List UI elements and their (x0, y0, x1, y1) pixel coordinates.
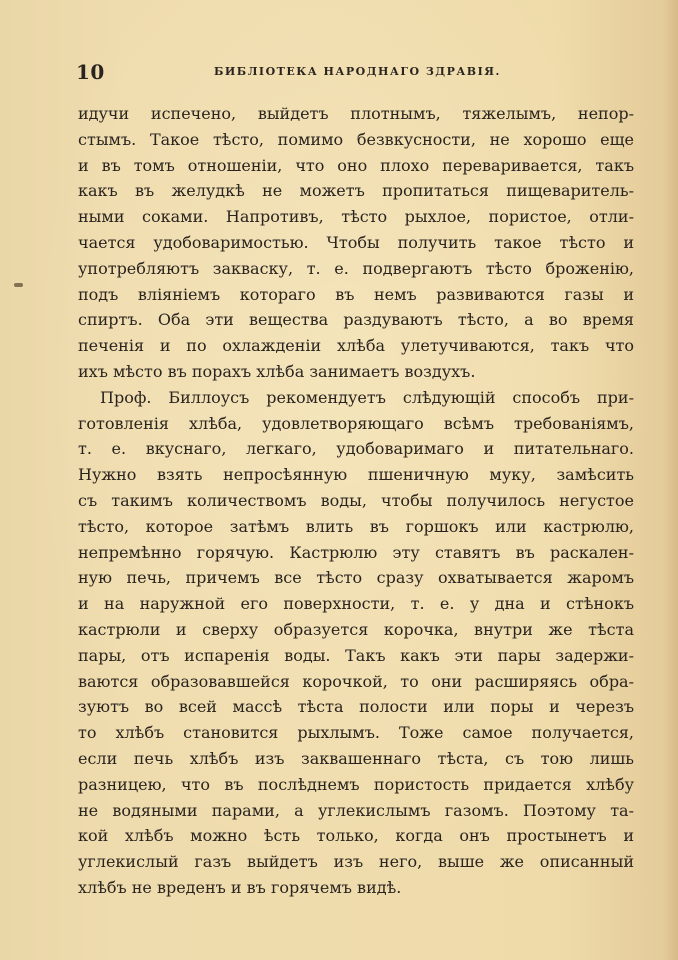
text-line: чается удобоваримостью. Чтобы получить такое тѣсто и (78, 232, 634, 252)
text-line: непремѣнно горячую. Кастрюлю эту ставятъ въ раскален- (78, 542, 634, 562)
text-line: ваются образовавшейся корочкой, то они расширяясь обра- (78, 671, 634, 691)
text-line: если печь хлѣбъ изъ заквашеннаго тѣста, съ тою лишь (78, 748, 634, 768)
text-line: тѣсто, которое затѣмъ влить въ горшокъ или кастрюлю, (78, 516, 634, 536)
page-header (76, 60, 636, 84)
text-line: и въ томъ отношенiи, что оно плохо переваривается, такъ (78, 155, 634, 175)
text-line: кастрюли и сверху образуется корочка, внутри же тѣста (78, 619, 634, 639)
text-line: подъ влiянiемъ котораго въ немъ развиваются газы и (78, 284, 634, 304)
text-line: т. е. вкуснаго, легкаго, удобоваримаго и питательнаго. (78, 439, 634, 459)
paragraph-start-line: Проф. Биллоусъ рекомендуетъ слѣдующiй способъ при- (100, 387, 634, 407)
page-body-text (78, 101, 634, 901)
text-line: ными соками. Напротивъ, тѣсто рыхлое, пористое, отли- (78, 207, 634, 227)
text-line: кой хлѣбъ можно ѣсть только, когда онъ простынетъ и (78, 826, 634, 846)
text-line: разницею, что въ послѣднемъ пористость придается хлѣбу (78, 774, 634, 794)
text-line: и на наружной его поверхности, т. е. у дна и стѣнокъ (78, 594, 634, 614)
running-title: БИБЛIОТЕКА НАРОДНАГО ЗДРАВIЯ. (214, 65, 501, 78)
page-number: 10 (76, 60, 105, 84)
text-line: какъ въ желудкѣ не можетъ пропитаться пищеваритель- (78, 181, 634, 201)
text-line: Нужно взять непросѣянную пшеничную муку, замѣсить (78, 465, 634, 485)
text-line: зуютъ во всей массѣ тѣста полости или поры и черезъ (78, 697, 634, 717)
page-edge-shadow (664, 0, 678, 960)
text-line: стымъ. Такое тѣсто, помимо безвкусности, не хорошо еще (78, 129, 634, 149)
text-line: съ такимъ количествомъ воды, чтобы получилось негустое (78, 490, 634, 510)
text-line: хлѣбъ не вреденъ и въ горячемъ видѣ. (78, 877, 402, 897)
text-line: готовленiя хлѣба, удовлетворяющаго всѣмъ требованiямъ, (78, 413, 634, 433)
text-line: спиртъ. Оба эти вещества раздуваютъ тѣсто, а во время (78, 310, 634, 330)
text-line: пары, отъ испаренiя воды. Такъ какъ эти пары задержи- (78, 645, 634, 665)
text-line: ихъ мѣсто въ порахъ хлѣба занимаетъ воздухъ. (78, 361, 476, 381)
text-line: употребляютъ закваску, т. е. подвергаютъ тѣсто броженiю, (78, 258, 634, 278)
text-line: идучи испечено, выйдетъ плотнымъ, тяжелымъ, непор- (78, 104, 634, 123)
text-line: не водяными парами, а углекислымъ газомъ. Поэтому та- (78, 800, 634, 820)
text-line: углекислый газъ выйдетъ изъ него, выше же описанный (78, 852, 634, 872)
text-line: печенiя и по охлажденiи хлѣба улетучиваются, такъ что (78, 336, 634, 356)
ink-speck (14, 283, 23, 287)
text-line: то хлѣбъ становится рыхлымъ. Тоже самое получается, (78, 723, 634, 743)
text-line: ную печь, причемъ все тѣсто сразу охватывается жаромъ (78, 568, 634, 588)
